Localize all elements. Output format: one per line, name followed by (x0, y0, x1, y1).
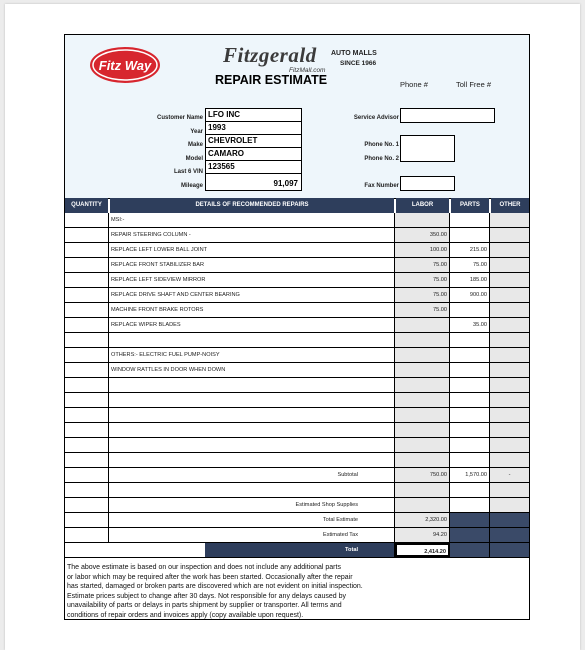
cell-qty (65, 513, 109, 527)
cell-lab (395, 408, 450, 422)
cell-qty (65, 303, 109, 317)
cell-qty (65, 438, 109, 452)
cell-qty (65, 228, 109, 242)
cell-det: Estimated Shop Supplies (109, 498, 395, 512)
cell-prt (450, 378, 490, 392)
cell-qty (65, 468, 109, 482)
table-row (65, 333, 529, 348)
cell-det (109, 378, 395, 392)
disclaimer-line: or labor which may be required after the work has been started. Occasionally after the repair (67, 573, 353, 581)
cell-prt: 215.00 (450, 243, 490, 257)
form-header (65, 35, 529, 199)
cell-qty (65, 528, 109, 542)
cell-det: MSI:- (109, 213, 395, 227)
cell-lab: 94.20 (395, 528, 450, 542)
cell-det (109, 483, 395, 497)
brand-web: FitzMall.com (289, 67, 326, 74)
cell-det: OTHERS:- ELECTRIC FUEL PUMP-NOISY (109, 348, 395, 362)
table-row (65, 453, 529, 468)
cell-lab: 2,414.20 (395, 543, 450, 557)
table-row (65, 468, 529, 483)
cell-prt (450, 303, 490, 317)
cell-prt (450, 363, 490, 377)
cell-oth (490, 348, 529, 362)
cell-lab: 75.00 (395, 288, 450, 302)
cell-qty (65, 378, 109, 392)
table-row (65, 438, 529, 453)
cell-prt: 75.00 (450, 258, 490, 272)
fitzway-logo (89, 46, 161, 84)
cell-lab: 75.00 (395, 258, 450, 272)
cell-det: REPLACE FRONT STABILIZER BAR (109, 258, 395, 272)
cell-lab (395, 393, 450, 407)
service-advisor-label: Service Advisor (353, 115, 399, 121)
cell-oth (490, 408, 529, 422)
cell-prt (450, 453, 490, 467)
cell-lab (395, 483, 450, 497)
year-label: Year (190, 129, 203, 135)
col-labor: LABOR (396, 198, 449, 213)
cell-lab: 75.00 (395, 303, 450, 317)
cell-det (109, 453, 395, 467)
cell-qty (65, 423, 109, 437)
cell-det: REPLACE DRIVE SHAFT AND CENTER BEARING (109, 288, 395, 302)
cell-lab (395, 453, 450, 467)
cell-lab: 75.00 (395, 273, 450, 287)
table-row (65, 303, 529, 318)
brand-since: SINCE 1966 (340, 60, 377, 67)
cell-oth (490, 498, 529, 512)
brand-block (223, 43, 377, 74)
model-field[interactable]: CAMARO (205, 148, 302, 161)
cell-det (109, 333, 395, 347)
disclaimer-line: unavailability of parts or delays in parts shipment by supplier or transporter. All terms and (67, 602, 342, 610)
cell-det (109, 408, 395, 422)
tollfree-label: Toll Free # (456, 80, 492, 89)
cell-det: Total (205, 543, 395, 557)
cell-lab: 100.00 (395, 243, 450, 257)
table-row (65, 363, 529, 378)
table-row (65, 318, 529, 333)
page-title: REPAIR ESTIMATE (215, 73, 328, 87)
logo-text: Fitz Way (98, 58, 152, 73)
cell-lab (395, 498, 450, 512)
cell-oth (490, 423, 529, 437)
table-row (65, 543, 529, 558)
fax-field[interactable] (400, 176, 455, 191)
vin-field[interactable]: 123565 (205, 161, 302, 174)
cell-qty (65, 348, 109, 362)
cell-lab (395, 378, 450, 392)
table-row (65, 258, 529, 273)
cell-lab (395, 318, 450, 332)
cell-qty (65, 453, 109, 467)
disclaimer (67, 563, 527, 621)
cell-det: REPLACE WIPER BLADES (109, 318, 395, 332)
cell-qty (65, 363, 109, 377)
cell-oth (490, 513, 529, 527)
cell-qty (65, 483, 109, 497)
cell-oth (490, 273, 529, 287)
cell-lab: 2,320.00 (395, 513, 450, 527)
cell-qty (65, 543, 109, 557)
cell-qty (65, 333, 109, 347)
cell-prt (450, 498, 490, 512)
cell-oth (490, 483, 529, 497)
table-row (65, 528, 529, 543)
cell-prt (450, 213, 490, 227)
cell-prt (450, 528, 490, 542)
year-field[interactable]: 1993 (205, 122, 302, 135)
table-row (65, 513, 529, 528)
disclaimer-line: has started, damaged or broken parts are discovered which are not evident on initial inspection. (67, 583, 363, 591)
table-row (65, 423, 529, 438)
cell-lab: 350.00 (395, 228, 450, 242)
disclaimer-line: Estimate prices subject to change after 30 days. Not responsible for any delays caused by (67, 592, 346, 600)
table-row (65, 273, 529, 288)
cell-qty (65, 393, 109, 407)
cell-qty (65, 408, 109, 422)
cell-oth (490, 303, 529, 317)
table-row (65, 408, 529, 423)
phone1-label: Phone No. 1 (364, 142, 399, 148)
cell-oth (490, 243, 529, 257)
customer-name-label: Customer Name (156, 115, 203, 121)
cell-oth (490, 393, 529, 407)
cell-prt (450, 483, 490, 497)
cell-prt (450, 408, 490, 422)
table-row (65, 288, 529, 303)
total-spacer (109, 543, 205, 557)
vin-label: Last 6 VIN (173, 169, 203, 175)
make-field[interactable]: CHEVROLET (205, 135, 302, 148)
table-row (65, 378, 529, 393)
disclaimer-line: conditions of repair orders and invoices apply (copy available upon request). (67, 611, 304, 619)
cell-oth (490, 438, 529, 452)
cell-det: Estimated Tax (109, 528, 395, 542)
cell-oth (490, 528, 529, 542)
cell-prt: 900.00 (450, 288, 490, 302)
disclaimer-line: The above estimate is based on our inspection and does not include any additional parts (67, 564, 341, 571)
cell-det: WINDOW RATTLES IN DOOR WHEN DOWN (109, 363, 395, 377)
cell-prt: 1,570.00 (450, 468, 490, 482)
cell-qty (65, 498, 109, 512)
col-parts: PARTS (451, 198, 489, 213)
cell-det: REPAIR STEERING COLUMN - (109, 228, 395, 242)
cell-det (109, 423, 395, 437)
cell-lab (395, 363, 450, 377)
cell-qty (65, 273, 109, 287)
cell-qty (65, 258, 109, 272)
cell-oth (490, 228, 529, 242)
table-row (65, 393, 529, 408)
cell-qty (65, 288, 109, 302)
cell-oth (490, 543, 529, 557)
cell-prt (450, 423, 490, 437)
cell-lab (395, 438, 450, 452)
fax-label: Fax Number (364, 183, 399, 189)
cell-prt (450, 513, 490, 527)
cell-oth (490, 258, 529, 272)
cell-det: REPLACE LEFT SIDEVIEW MIRROR (109, 273, 395, 287)
table-row (65, 498, 529, 513)
table-row (65, 213, 529, 228)
cell-prt (450, 333, 490, 347)
cell-det (109, 393, 395, 407)
cell-prt (450, 348, 490, 362)
mileage-label: Mileage (180, 183, 203, 189)
cell-lab (395, 333, 450, 347)
col-other: OTHER (491, 198, 529, 213)
cell-lab (395, 348, 450, 362)
cell-det: MACHINE FRONT BRAKE ROTORS (109, 303, 395, 317)
cell-oth (490, 288, 529, 302)
table-row (65, 483, 529, 498)
cell-qty (65, 213, 109, 227)
mileage-field[interactable]: 91,097 (205, 174, 302, 191)
cell-lab (395, 423, 450, 437)
cell-qty (65, 243, 109, 257)
phone-label: Phone # (400, 80, 428, 89)
cell-oth (490, 453, 529, 467)
col-quantity: QUANTITY (65, 198, 108, 213)
document-page (5, 4, 580, 650)
table-row (65, 243, 529, 258)
cell-det (109, 438, 395, 452)
cell-oth: - (490, 468, 529, 482)
cell-oth (490, 363, 529, 377)
cell-oth (490, 333, 529, 347)
cell-oth (490, 318, 529, 332)
cell-prt (450, 393, 490, 407)
cell-prt: 185.00 (450, 273, 490, 287)
phone1-field[interactable] (400, 135, 455, 149)
service-advisor-field[interactable] (400, 108, 495, 123)
phone2-label: Phone No. 2 (364, 156, 399, 162)
cell-lab (395, 213, 450, 227)
cell-det: REPLACE LEFT LOWER BALL JOINT (109, 243, 395, 257)
cell-prt (450, 228, 490, 242)
make-label: Make (187, 142, 203, 148)
table-row (65, 348, 529, 363)
cell-det: Subtotal (109, 468, 395, 482)
cell-oth (490, 378, 529, 392)
col-details: DETAILS OF RECOMMENDED REPAIRS (110, 198, 394, 213)
brand-sub: AUTO MALLS (331, 50, 377, 57)
cell-prt: 35.00 (450, 318, 490, 332)
phone2-field[interactable] (400, 148, 455, 162)
repair-estimate-form (64, 34, 530, 620)
cell-qty (65, 318, 109, 332)
table-row (65, 228, 529, 243)
brand-name: Fitzgerald (223, 43, 317, 67)
model-label: Model (185, 156, 203, 162)
cell-lab: 750.00 (395, 468, 450, 482)
customer-name-field[interactable]: LFO INC (205, 108, 302, 122)
cell-prt (450, 543, 490, 557)
cell-prt (450, 438, 490, 452)
cell-det: Total Estimate (109, 513, 395, 527)
cell-oth (490, 213, 529, 227)
